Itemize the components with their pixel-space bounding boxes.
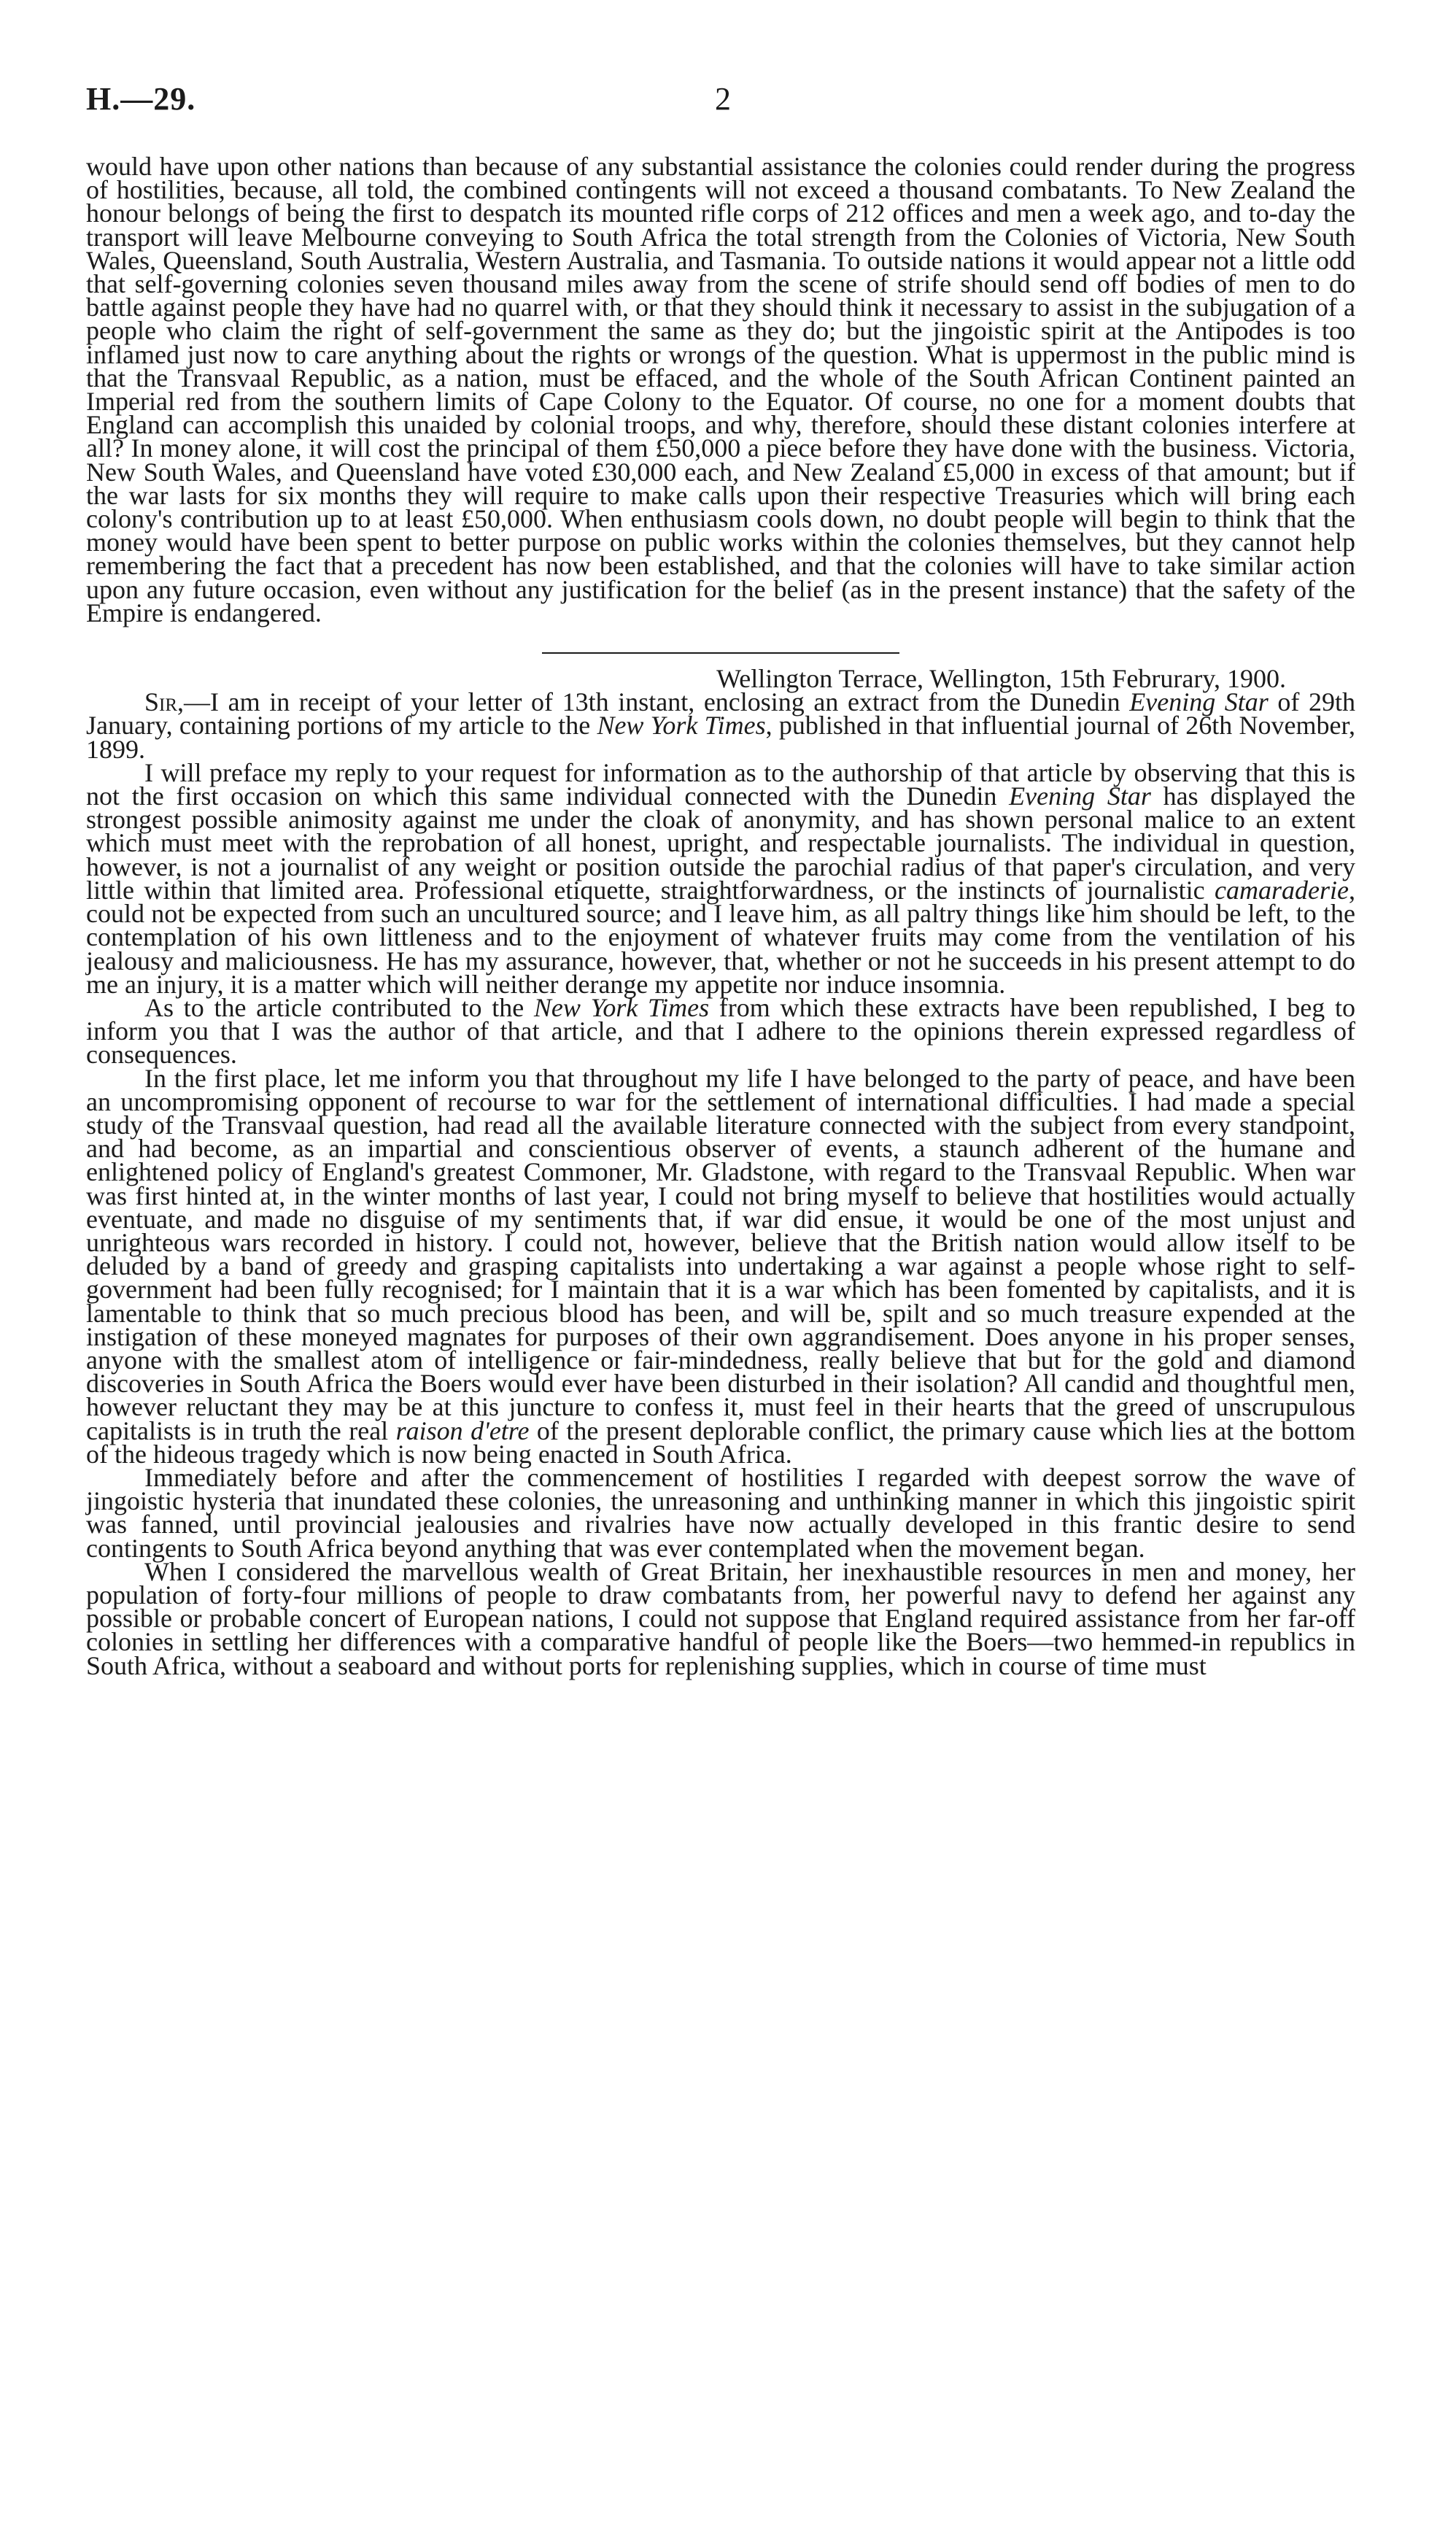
page-header — [86, 80, 1355, 124]
salutation: Sir, — [144, 687, 185, 717]
newspaper-title: New York Times — [533, 992, 710, 1022]
text-run: , published in that influential journal of 26th November, 1899. — [86, 711, 1355, 764]
text-run: of 29th January, containing portions of my article to the — [86, 687, 1356, 741]
text-run: has displayed the strongest possible animosity against me under the cloak of anonymity, and has shown personal malice to an extent which must meet with the reprobation of all honest, upright, and respectable journalists. The individual in question, however, is not a journalist of any weight or position outside the parochial radius of that paper's circulation, and very little within that limited area. Professional etiquette, straightforwardness, or the instincts of journalistic — [86, 781, 1355, 905]
text-run: I will preface my reply to your request for information as to the authorship of that article by observing that this is not the first occasion on which this same individual connected with the Dunedin — [86, 757, 1355, 811]
paragraph — [86, 757, 1355, 999]
paragraph — [86, 992, 1355, 1070]
text-run: of the present deplorable conflict, the primary cause which lies at the bottom of the hideous tragedy which is now being enacted in South Africa. — [86, 1415, 1355, 1469]
letter-dateline: Wellington Terrace, Wellington, 15th Februrary, 1900. — [716, 664, 1286, 694]
paragraph — [86, 1063, 1355, 1469]
paragraph: When I considered the marvellous wealth of Great Britain, her inexhaustible resources in men and money, her population of forty-four millions of people to draw combatants from, her powerful navy to defend her against any possible or probable concert of European nations, I could not suppose that England required assistance from her far-off colonies in settling her differences with a comparative handful of people like the Boers—two hemmed-in republics in South Africa, without a seaboard and without ports for replenishing supplies, which in course of time must — [86, 1556, 1355, 1680]
text-run: from which these extracts have been republished, I beg to inform you that I was the author of that article, and that I adhere to the opinions therein expressed regardless of consequences. — [86, 992, 1355, 1070]
paragraph-continued: would have upon other nations than because of any substantial assistance the colonies could render during the progress of hostilities, because, all told, the combined contingents will not exceed a thousand combatants. To New Zealand the honour belongs of being the first to despatch its mounted rifle corps of 212 offices and men a week ago, and to-day the transport will leave Melbourne conveying to South Africa the total strength from the Colonies of Victoria, New South Wales, Queensland, South Australia, Western Australia, and Tasmania. To outside nations it would appear not a little odd that self-governing colonies seven thousand miles away from the scene of strife should send off bodies of men to do battle against people they have had no quarrel with, or that they should think it necessary to assist in the subjugation of a people who claim the right of self-government the same as they do; but the jingoistic spirit at the Antipodes is too inflamed just now to care anything about the rights or wrongs of the question. What is uppermost in the public mind is that the Transvaal Republic, as a nation, must be effaced, and the whole of the South African Continent painted an Imperial red from the southern limits of Cape Colony to the Equator. Of course, no one for a moment doubts that England can accomplish this unaided by colonial troops, and why, therefore, should these distant colonies interfere at all? In money alone, it will cost the principal of them £50,000 a piece before they have done with the business. Victoria, New South Wales, and Queensland have voted £30,000 each, and New Zealand £5,000 in excess of that amount; but if the war lasts for six months they will require to make calls upon their respective Treasuries which will bring each colony's contribution up to at least £50,000. When enthusiasm cools down, no doubt people will begin to think that the money would have been spent to better purpose on public works within the colonies themselves, but they cannot help remembering the fact that a precedent has now been established, and that the colonies will have to take similar action upon any future occasion, even without any justification for the belief (as in the present instance) that the safety of the Empire is endangered. — [86, 152, 1355, 627]
newspaper-title: Evening Star — [1129, 687, 1269, 717]
newspaper-title: New York Times — [597, 711, 766, 741]
text-run: As to the article contributed to the — [144, 992, 534, 1022]
section-divider — [542, 652, 899, 654]
letter-opening-paragraph — [86, 687, 1356, 764]
text-run: —I am in receipt of your letter of 13th instant, enclosing an extract from the Dunedin — [184, 687, 1130, 717]
newspaper-title: Evening Star — [1009, 781, 1151, 811]
text-run: In the first place, let me inform you that throughout my life I have belonged to the party of peace, and have been an uncompromising opponent of recourse to war for the settlement of international difficulties. I had made a special study of the Transvaal question, had read all the available literature connected with the subject from every standpoint, and had become, as an impartial and conscientious observer of events, a staunch adherent of the humane and enlightened policy of England's greatest Commoner, Mr. Gladstone, with regard to the Transvaal Republic. When war was first hinted at, in the winter months of last year, I could not bring myself to believe that hostilities would actually eventuate, and made no disguise of my sentiments that, if war did ensue, it would be one of the most unjust and unrighteous wars recorded in history. I could not, however, believe that the British nation would allow itself to be deluded by a band of greedy and grasping capitalists into undertaking a war against a people whose right to self-government had been fully recognised; for I maintain that it is a war which has been fomented by capitalists, and it is lamentable to think that so much precious blood has been, and will be, spilt and so much treasure expended at the instigation of these moneyed magnates for purposes of their own aggrandisement. Does anyone in his proper senses, anyone with the smallest atom of intelligence or fair-mindedness, really believe that but for the gold and diamond discoveries in South Africa the Boers would ever have been disturbed in their isolation? All candid and thoughtful men, however reluctant they may be at this juncture to confess it, must feel in their hearts that the greed of unscrupulous capitalists is in truth the real — [86, 1063, 1355, 1445]
body-text — [86, 152, 1356, 1680]
italic-term: camaraderie — [1215, 875, 1349, 905]
page-number: 2 — [715, 81, 731, 117]
paragraph: Immediately before and after the commencement of hostilities I regarded with deepest sorrow the wave of jingoistic hysteria that inundated these colonies, the unreasoning and unthinking manner in which this jingoistic spirit was fanned, until provincial jealousies and rivalries have now actually developed in this frantic desire to send contingents to South Africa beyond anything that was ever contemplated when the movement began. — [86, 1462, 1355, 1563]
italic-term: raison d'etre — [395, 1415, 530, 1445]
text-run: , could not be expected from such an uncultured source; and I leave him, as all paltry things like him should be left, to the contemplation of his own littleness and to the enjoyment of whatever fruits may come from the ventilation of his jealousy and maliciousness. He has my assurance, however, that, whether or not he succeeds in his present attempt to do me an injury, it is a matter which will neither derange my appetite nor induce insomnia. — [86, 875, 1355, 999]
document-reference: H.—29. — [86, 81, 196, 117]
